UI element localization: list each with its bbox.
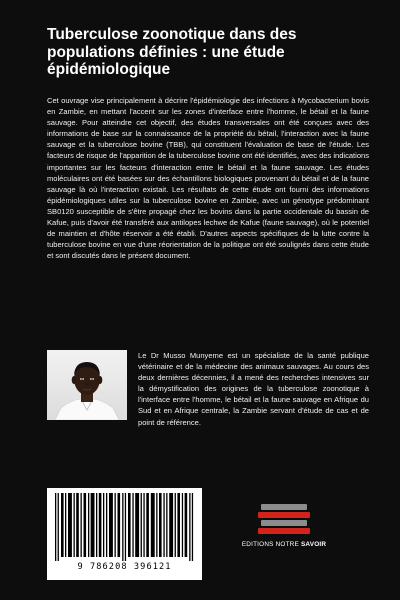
isbn-barcode	[47, 488, 202, 580]
publisher-name-prefix: EDITIONS NOTRE	[241, 541, 299, 548]
book-title: Tuberculose zoonotique dans des populations définies : une étude épidémiologique	[47, 26, 297, 78]
publisher-name-emphasis: SAVOIR	[300, 541, 327, 548]
author-biography: Le Dr Musso Munyeme est un spécialiste de la santé publique vétérinaire et de la médecine des animaux sauvages. Au cours des deux dernières décennies, il a mené des recherches intensives sur la démystification des origines de la tuberculose zoonotique à l'interface entre l'homme, le bétail et la faune sauvage en Afrique du Sud et en Afrique centrale, la Zambie servant d'étude de cas et de point de référence.	[138, 351, 369, 427]
barcode-bars	[53, 493, 196, 561]
isbn-number: 9 786208 396121	[77, 562, 172, 572]
book-abstract: Cet ouvrage vise principalement à décrire l'épidémiologie des infections à Mycobacterium bovis en Zambie, en mettant l'accent sur les zones d'interface entre l'homme, le bétail et la faune sauvage. Pour atteindre cet objectif, des études transversales ont été conçues avec des informations de base sur la connaissance de la propriété du bétail, l'interaction avec la faune sauvage et la tuberculose bovine (TBB), qui constituent l'évaluation de base de l'étude. Les facteurs de risque de l'apparition de la tuberculose bovine ont été identifiés, avec des indications importantes sur les facteurs d'interaction entre le bétail et la faune sauvage. Les études moléculaires ont été basées sur des échantillons biologiques provenant du bétail et de la faune sauvage là où l'interaction existait. Les résultats de cette étude ont fourni des informations épidémiologiques utiles sur la tuberculose bovine en Zambie, avec un génotype prédominant SB0120 susceptible de s'être propagé chez les bovins dans la partie occidentale du bassin de Kafue, puis d'avoir été transféré aux antilopes lechwe de Kafue (faune sauvage), où le potentiel de maintien et d'hôte réservoir a été établi. D'autres aspects spécifiques de la lutte contre la tuberculose bovine en vue d'une réorientation de la politique ont été soulignés dans cette étude et sont discutés dans le présent document.	[47, 96, 369, 261]
author-portrait-photo	[47, 350, 127, 420]
stacked-books-logo	[255, 502, 313, 536]
publisher-name	[220, 541, 348, 548]
author-portrait-graphic	[47, 350, 127, 420]
